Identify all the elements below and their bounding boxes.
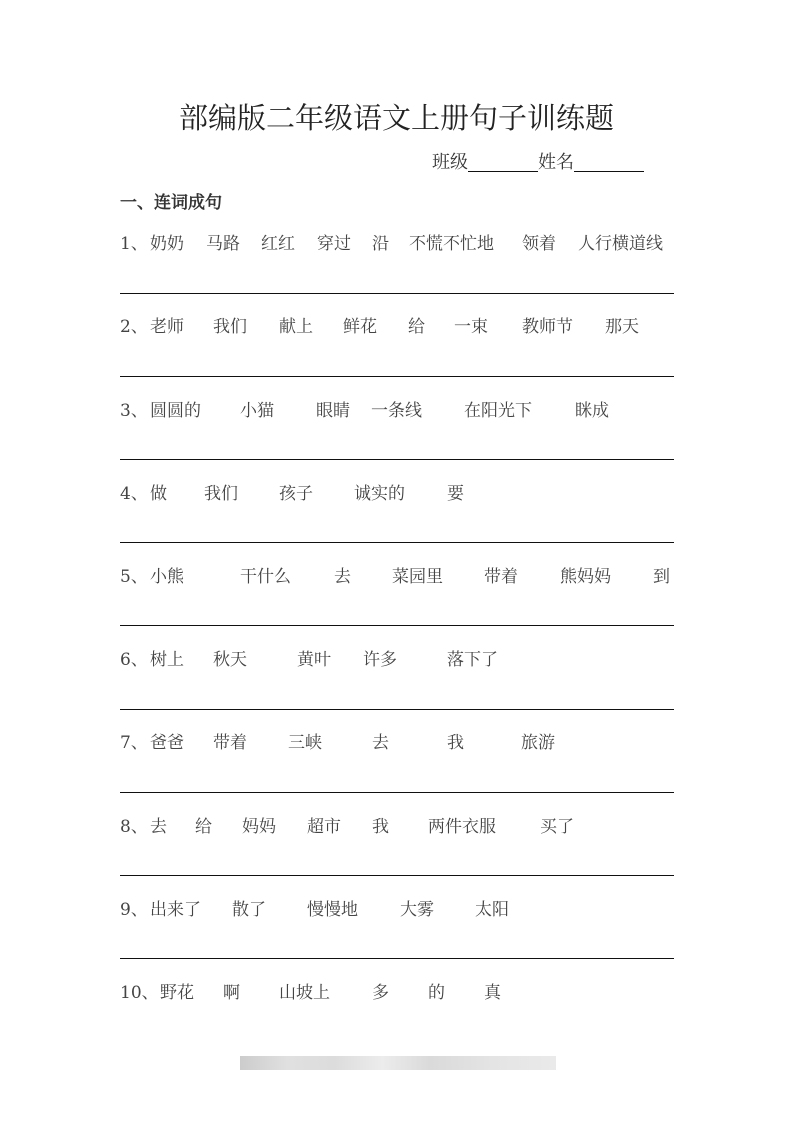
word: 老师	[150, 317, 184, 337]
word: 太阳	[475, 900, 509, 920]
word: 去	[372, 733, 389, 753]
name-blank	[574, 151, 644, 172]
word: 旅游	[521, 733, 555, 753]
word: 啊	[223, 983, 240, 1003]
word: 奶奶	[150, 234, 184, 254]
answer-line-7	[120, 792, 674, 793]
word: 熊妈妈	[560, 567, 611, 587]
word: 一束	[454, 317, 488, 337]
word: 孩子	[279, 484, 313, 504]
word: 小熊	[150, 567, 184, 587]
word: 做	[150, 484, 167, 504]
answer-line-6	[120, 709, 674, 710]
word: 到	[653, 567, 670, 587]
word: 慢慢地	[307, 900, 358, 920]
word: 野花	[160, 983, 194, 1003]
question-number: 1、	[120, 234, 148, 254]
word: 两件衣服	[428, 817, 496, 837]
word: 去	[334, 567, 351, 587]
question-number: 9、	[120, 900, 148, 920]
class-blank	[468, 151, 538, 172]
question-number: 4、	[120, 484, 148, 504]
word: 出来了	[150, 900, 201, 920]
word: 给	[408, 317, 425, 337]
word: 我们	[213, 317, 247, 337]
word: 买了	[540, 817, 574, 837]
answer-line-9	[120, 958, 674, 959]
word: 散了	[232, 900, 266, 920]
blurred-footer	[240, 1056, 556, 1070]
section-heading: 一、连词成句	[120, 193, 222, 213]
answer-line-2	[120, 376, 674, 377]
word: 菜园里	[392, 567, 443, 587]
word: 真	[484, 983, 501, 1003]
word: 在阳光下	[464, 401, 532, 421]
word: 人行横道线	[578, 234, 663, 254]
word: 领着	[522, 234, 556, 254]
word: 马路	[206, 234, 240, 254]
word: 树上	[150, 650, 184, 670]
word: 给	[195, 817, 212, 837]
word: 教师节	[522, 317, 573, 337]
word: 爸爸	[150, 733, 184, 753]
word: 黄叶	[297, 650, 331, 670]
word: 那天	[605, 317, 639, 337]
word: 干什么	[240, 567, 291, 587]
question-number: 5、	[120, 567, 148, 587]
answer-line-3	[120, 459, 674, 460]
question-number: 10、	[120, 983, 159, 1003]
answer-line-4	[120, 542, 674, 543]
student-info	[432, 148, 644, 174]
word: 我	[372, 817, 389, 837]
name-label: 姓名	[538, 152, 574, 173]
page-title: 部编版二年级语文上册句子训练题	[178, 101, 614, 135]
word: 要	[447, 484, 464, 504]
word: 超市	[307, 817, 341, 837]
word: 秋天	[213, 650, 247, 670]
word: 妈妈	[242, 817, 276, 837]
word: 圆圆的	[150, 401, 201, 421]
word: 诚实的	[354, 484, 405, 504]
word: 三峡	[288, 733, 322, 753]
word: 去	[150, 817, 167, 837]
word: 沿	[372, 234, 389, 254]
word: 带着	[484, 567, 518, 587]
word: 小猫	[240, 401, 274, 421]
word: 眼睛	[316, 401, 350, 421]
word: 献上	[279, 317, 313, 337]
word: 穿过	[317, 234, 351, 254]
word: 红红	[261, 234, 295, 254]
word: 带着	[213, 733, 247, 753]
question-number: 7、	[120, 733, 148, 753]
word: 一条线	[371, 401, 422, 421]
word: 我们	[204, 484, 238, 504]
question-number: 6、	[120, 650, 148, 670]
word: 许多	[363, 650, 397, 670]
word: 大雾	[400, 900, 434, 920]
word: 的	[428, 983, 445, 1003]
question-number: 2、	[120, 317, 148, 337]
answer-line-5	[120, 625, 674, 626]
word: 山坡上	[279, 983, 330, 1003]
word: 眯成	[575, 401, 609, 421]
word: 落下了	[447, 650, 498, 670]
answer-line-1	[120, 293, 674, 294]
word: 我	[447, 733, 464, 753]
word: 不慌不忙地	[409, 234, 494, 254]
word: 多	[372, 983, 389, 1003]
word: 鲜花	[343, 317, 377, 337]
question-number: 3、	[120, 401, 148, 421]
answer-line-8	[120, 875, 674, 876]
question-number: 8、	[120, 817, 148, 837]
class-label: 班级	[432, 152, 468, 173]
